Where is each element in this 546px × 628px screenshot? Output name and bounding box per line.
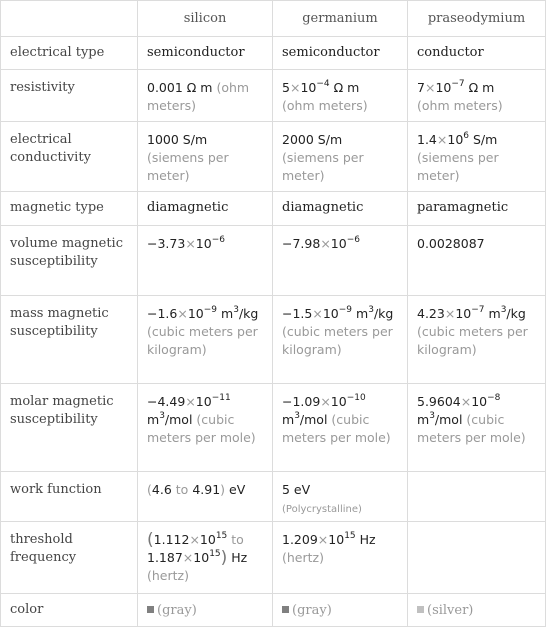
exponent: 15 (344, 531, 356, 541)
range-high-mantissa: 1.187 (147, 550, 183, 565)
cell-germanium (273, 122, 408, 192)
unit-exponent: 3 (500, 305, 507, 315)
column-header-germanium: germanium (273, 1, 408, 37)
times-sign: × (320, 236, 331, 251)
unit: eV (229, 482, 246, 497)
column-header-silicon: silicon (138, 1, 273, 37)
cell-germanium (273, 384, 408, 472)
mantissa: −3.73 (147, 236, 186, 251)
mantissa: −1.5 (282, 306, 313, 321)
unit: S/m (182, 132, 208, 147)
mantissa: −4.49 (147, 394, 186, 409)
mantissa: −1.6 (147, 306, 178, 321)
row-label: electrical conductivity (1, 122, 138, 192)
cell-praseodymium (408, 472, 546, 522)
cell-silicon (138, 226, 273, 296)
times-sign: × (424, 80, 436, 95)
times-sign: × (182, 550, 194, 565)
base: 10 (455, 306, 472, 321)
cell-silicon (138, 122, 273, 192)
unit-suffix: /mol (164, 412, 193, 427)
row-electrical-type (1, 37, 546, 70)
unit-prefix: m (488, 306, 501, 321)
times-sign: × (312, 306, 323, 321)
times-sign: × (185, 236, 196, 251)
cell-praseodymium (408, 296, 546, 384)
mantissa: −1.09 (282, 394, 321, 409)
base: 10 (195, 236, 212, 251)
times-sign: × (177, 306, 188, 321)
cell-praseodymium (408, 70, 546, 122)
unit: Hz (359, 532, 376, 547)
unit-name: (siemens per meter) (147, 150, 229, 183)
times-sign: × (289, 80, 301, 95)
cell-silicon (138, 472, 273, 522)
unit-name: (cubic meters per kilogram) (417, 324, 528, 357)
range-low: 4.6 (151, 482, 172, 497)
row-magnetic-type (1, 192, 546, 226)
row-label: molar magnetic susceptibility (1, 384, 138, 472)
cell-germanium (273, 226, 408, 296)
unit-name: (hertz) (282, 550, 324, 565)
open-paren: ( (147, 482, 152, 497)
unit-name: (cubic meters per mole) (147, 412, 256, 445)
base: 10 (322, 306, 339, 321)
times-sign: × (436, 132, 448, 147)
cell-praseodymium (408, 384, 546, 472)
color-swatch (282, 606, 289, 613)
cell-silicon (138, 384, 273, 472)
unit-prefix: m (417, 412, 430, 427)
exponent: −4 (316, 79, 330, 89)
row-label: magnetic type (1, 192, 138, 226)
unit: S/m (317, 132, 343, 147)
unit-name: (cubic meters per mole) (417, 412, 526, 445)
row-color (1, 594, 546, 627)
note: (Polycrystalline) (282, 504, 362, 515)
cell-silicon: semiconductor (138, 37, 273, 70)
base: 10 (187, 306, 204, 321)
row-label: mass magnetic susceptibility (1, 296, 138, 384)
base: 10 (328, 532, 345, 547)
row-label: work function (1, 472, 138, 522)
exponent: −6 (346, 235, 360, 245)
base: 10 (330, 394, 347, 409)
row-label: electrical type (1, 37, 138, 70)
unit-exponent: 3 (429, 411, 435, 421)
cell-praseodymium (408, 594, 546, 627)
unit: Ω m (186, 80, 213, 95)
color-name: (silver) (427, 603, 474, 618)
unit-suffix: /kg (238, 306, 259, 321)
mantissa: 4.23 (417, 306, 445, 321)
times-sign: × (444, 306, 456, 321)
cell-praseodymium (408, 522, 546, 594)
corner-cell (1, 1, 138, 37)
cell-praseodymium: conductor (408, 37, 546, 70)
unit-name: (hertz) (147, 568, 189, 583)
cell-germanium (273, 522, 408, 594)
unit-suffix: /kg (506, 306, 526, 321)
unit-name: (ohm meters) (147, 80, 250, 113)
unit-prefix: m (356, 306, 369, 321)
cell-praseodymium: paramagnetic (408, 192, 546, 226)
range-to: to (231, 532, 244, 547)
row-label: volume magnetic susceptibility (1, 226, 138, 296)
value: 5 eV (282, 482, 311, 497)
cell-germanium (273, 70, 408, 122)
cell-germanium (273, 594, 408, 627)
row-molar-magnetic-susceptibility (1, 384, 546, 472)
mantissa: 1.209 (282, 532, 318, 547)
color-swatch (147, 606, 154, 613)
exponent: −10 (346, 393, 366, 403)
row-label: threshold frequency (1, 522, 138, 594)
value: 0.001 (147, 80, 183, 95)
cell-silicon: diamagnetic (138, 192, 273, 226)
header-row (1, 1, 546, 37)
exponent: −7 (471, 305, 485, 315)
color-swatch (417, 606, 424, 613)
exponent: −7 (451, 79, 465, 89)
mantissa: −7.98 (282, 236, 321, 251)
cell-germanium: semiconductor (273, 37, 408, 70)
unit: Hz (231, 550, 248, 565)
unit-exponent: 3 (294, 411, 300, 421)
cell-germanium (273, 472, 408, 522)
unit-prefix: m (282, 412, 295, 427)
color-name: (gray) (157, 603, 197, 618)
cell-germanium: diamagnetic (273, 192, 408, 226)
times-sign: × (460, 394, 472, 409)
unit-name: (siemens per meter) (417, 150, 499, 183)
exponent: −9 (338, 305, 353, 315)
row-work-function (1, 472, 546, 522)
open-paren: ( (147, 530, 154, 550)
mantissa: 7 (417, 80, 425, 95)
unit-name: (ohm meters) (417, 98, 503, 113)
times-sign: × (185, 394, 196, 409)
cell-silicon (138, 70, 273, 122)
unit-name: (cubic meters per mole) (282, 412, 391, 445)
row-mass-magnetic-susceptibility (1, 296, 546, 384)
times-sign: × (320, 394, 331, 409)
times-sign: × (317, 532, 329, 547)
cell-silicon (138, 522, 273, 594)
range-high: 4.91 (192, 482, 221, 497)
exponent: 15 (209, 549, 221, 559)
exponent: −9 (203, 305, 218, 315)
row-threshold-frequency (1, 522, 546, 594)
base: 10 (447, 132, 464, 147)
base: 10 (193, 550, 210, 565)
cell-praseodymium (408, 122, 546, 192)
row-volume-magnetic-susceptibility (1, 226, 546, 296)
exponent: −8 (487, 393, 501, 403)
range-to: to (175, 482, 189, 497)
row-resistivity (1, 70, 546, 122)
unit-name: (siemens per meter) (282, 150, 364, 183)
base: 10 (199, 532, 216, 547)
exponent: 6 (463, 131, 470, 141)
base: 10 (435, 80, 452, 95)
exponent: −6 (211, 235, 225, 245)
color-name: (gray) (292, 603, 332, 618)
cell-praseodymium: 0.0028087 (408, 226, 546, 296)
unit-exponent: 3 (233, 305, 239, 315)
range-low-mantissa: 1.112 (153, 532, 190, 547)
mantissa: 1.4 (417, 132, 437, 147)
value: 2000 (282, 132, 314, 147)
unit: Ω m (333, 80, 360, 95)
column-header-praseodymium: praseodymium (408, 1, 546, 37)
times-sign: × (189, 532, 200, 547)
unit-exponent: 3 (368, 305, 374, 315)
mantissa: 5.9604 (417, 394, 461, 409)
row-label: color (1, 594, 138, 627)
cell-silicon (138, 594, 273, 627)
exponent: −11 (211, 393, 231, 403)
row-electrical-conductivity (1, 122, 546, 192)
close-paren: ) (220, 548, 228, 568)
value: 1000 (147, 132, 179, 147)
unit-name: (cubic meters per kilogram) (147, 324, 258, 357)
unit-suffix: /mol (434, 412, 463, 427)
base: 10 (330, 236, 347, 251)
base: 10 (195, 394, 212, 409)
exponent: 15 (215, 531, 228, 541)
base: 10 (471, 394, 488, 409)
unit-prefix: m (147, 412, 160, 427)
unit-suffix: /kg (373, 306, 394, 321)
cell-silicon (138, 296, 273, 384)
row-label: resistivity (1, 70, 138, 122)
unit: S/m (473, 132, 498, 147)
mantissa: 5 (282, 80, 290, 95)
unit-name: (ohm meters) (282, 98, 368, 113)
base: 10 (300, 80, 317, 95)
unit-prefix: m (221, 306, 234, 321)
close-paren: ) (220, 482, 226, 497)
unit-suffix: /mol (299, 412, 328, 427)
unit-name: (cubic meters per kilogram) (282, 324, 393, 357)
unit-exponent: 3 (159, 411, 165, 421)
unit: Ω m (468, 80, 495, 95)
cell-germanium (273, 296, 408, 384)
